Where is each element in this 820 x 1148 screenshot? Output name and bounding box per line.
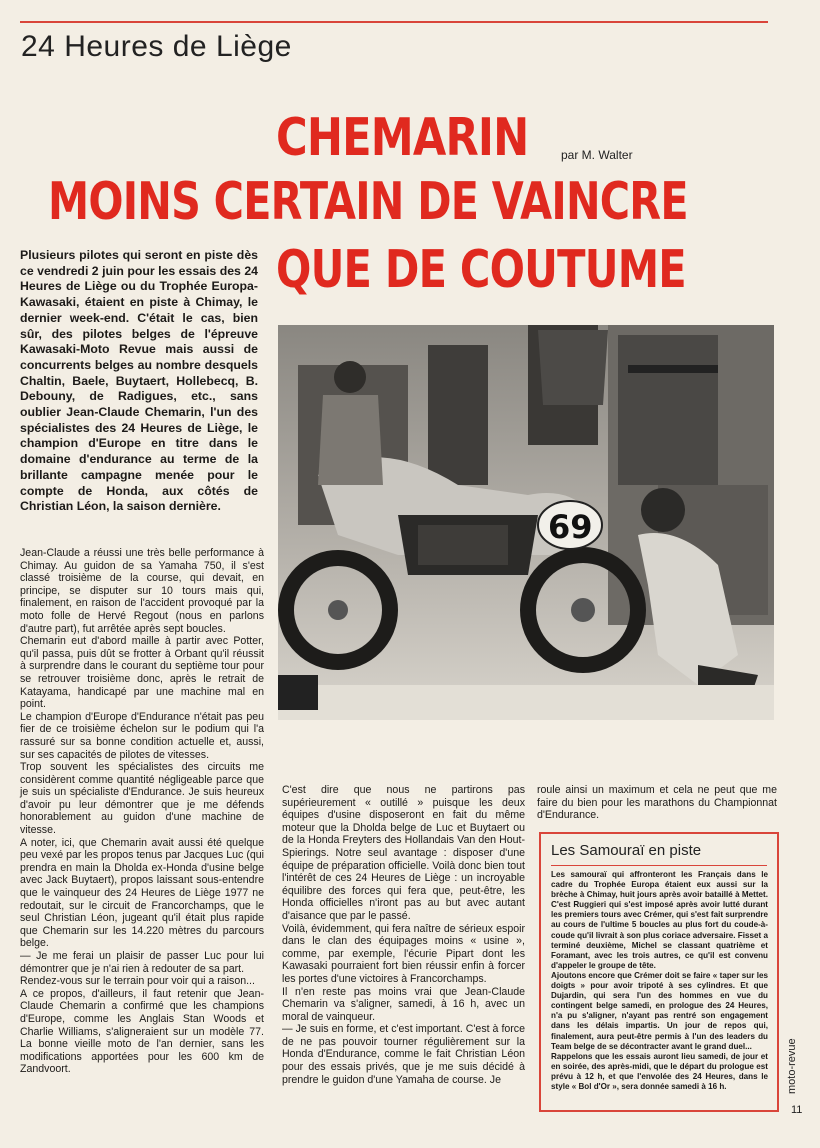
lead-paragraph: Plusieurs pilotes qui seront en piste dès ce vendredi 2 juin pour les essais des 24 Heures de Liège ou du Trophée Europa-Kawasaki, étaient en piste à Chimay, le dernier week-end. C'était le cas, bien sûr, des pilotes belges de l'épreuve Kawasaki-Moto Revue mais aussi de concurrents belges au nombre desquels Chaltin, Baele, Buytaert, Hollebecq, B. Debouny, de Radigues, etc., sans oublier Jean-Claude Chemarin, l'un des spécialistes des 24 Heures de Liège, le champion d'Europe en titre dans le domaine d'endurance au terme de la brillante campagne menée pour le compte de Honda, aux côtés de Christian Léon, la saison dernière.	[20, 248, 258, 514]
paragraph: C'est dire que nous ne partirons pas supérieurement « outillé » puisque les deux équipes d'usine disposeront en fait du même moteur que la Dholda belge de Luc et Buytaert ou de la Honda Freyters des Hollandais Van den Hout-Spierings. Notre seul avantage : disposer d'une équipe de préparation officielle. Voilà donc bien tout l'intérêt de ces 24 Heures de Liège : un incroyable équilibre des forces qui fera que, peut-être, les Honda officielles n'iront pas au but avec autant d'aisance que par le passé.	[282, 784, 525, 922]
paragraph: Trop souvent les spécialistes des circuits me considèrent comme quantité négligeable parce que je suis un spécialiste d'Endurance. Je suis heureux d'avoir pu leur démontrer que je me défends honorablement au guidon d'une machine de vitesse.	[20, 761, 264, 837]
article-column-3	[537, 784, 777, 822]
paragraph: roule ainsi un maximum et cela ne peut que me faire du bien pour les marathons du Championnat d'Endurance.	[537, 784, 777, 822]
paragraph: — Je me ferai un plaisir de passer Luc pour lui démontrer que je n'ai rien à redouter de sa part.	[20, 950, 264, 975]
headline-line-1: CHEMARIN	[276, 108, 529, 168]
paragraph: Il n'en reste pas moins vrai que Jean-Claude Chemarin va s'aligner, samedi, à 16 h, avec un moral de vainqueur.	[282, 985, 525, 1023]
paragraph: A noter, ici, que Chemarin avait aussi été quelque peu vexé par les propos tenus par Jacques Luc (qui prendra en main la Dholda ex-Honda d'usine belge avec Jack Buytaert), propos laissant sous-entendre que le vainqueur des 24 Heures de Liège 1977 ne redoutait, sur le circuit de Francorchamps, que le seul Christian Léon, jugeant qu'il était plus rapide que Chemarin sur les 14.220 mètres du parcours belge.	[20, 836, 264, 950]
sidebar-rule	[551, 865, 767, 866]
sidebar-text	[551, 870, 768, 1092]
headline-line-2: MOINS CERTAIN DE VAINCRE	[48, 172, 688, 232]
headline-line-3: QUE DE COUTUME	[276, 240, 686, 300]
paragraph: Jean-Claude a réussi une très belle performance à Chimay. Au guidon de sa Yamaha 750, il s'est classé troisième de la course, qui devait, en principe, se disputer sur 10 tours mais qui, finalement, en raison de l'accident provoqué par la moto folle de Hervé Regout (nous en parlons d'autre part), fut arrêtée après sept boucles.	[20, 547, 264, 635]
paragraph: Le champion d'Europe d'Endurance n'était pas peu fier de ce troisième échelon sur le podium qui l'a rassuré sur sa bonne condition actuelle et, aussi, sur ses capacités de pilotes de vitesses.	[20, 710, 264, 761]
section-title: 24 Heures de Liège	[21, 30, 292, 63]
magazine-name: moto-revue	[786, 1038, 798, 1094]
article-column-1	[20, 547, 264, 1076]
paragraph: Chemarin eut d'abord maille à partir avec Potter, qu'il passa, puis dût se frotter à Orbant qu'il réussit à surprendre dans le courant du septième tour pour se retrouver troisième donc, après le retrait de Katayama, handicapé par une machine mal en point.	[20, 635, 264, 711]
byline: par M. Walter	[561, 148, 633, 162]
sidebar-title: Les Samouraï en piste	[551, 842, 702, 859]
photo-illustration	[278, 325, 774, 720]
page-number: 11	[791, 1104, 803, 1116]
paragraph: Ajoutons encore que Crémer doit se faire « taper sur les doigts » pour avoir tripoté à ses cylindres. Et que Dujardin, qui sera l'un des hommes en vue du contingent belge samedi, en prologue des 24 Heures, n'a pu s'aligner, n'ayant pas rentré son engagement dans les délais impartis. Un jour de repos qui, finalement, aura peut-être permis à l'un des leaders du Team belge de se décontracter avant le grand duel...	[551, 970, 768, 1051]
paragraph: A ce propos, d'ailleurs, il faut retenir que Jean-Claude Chemarin a confirmé que les champions d'Europe, comme les Anglais Stan Woods et Charlie Williams, s'aligneraient sur un modèle 77. La bonne vieille moto de l'an dernier, sans les modifications apportées pour les 600 km de Zandvoort.	[20, 987, 264, 1076]
race-bike-photo	[278, 325, 774, 720]
paragraph: Rappelons que les essais auront lieu samedi, de jour et en soirée, des après-midi, que le départ du prologue est prévu à 12 h, et que l'envolée des 24 Heures, dans le style « Bol d'Or », sera donnée samedi à 16 h.	[551, 1051, 768, 1091]
paragraph: Les samouraï qui affronteront les Français dans le cadre du Trophée Europa étaient eux aussi sur la brèche à Chimay, huit jours après avoir bataillé à Mettet. C'est Ruggieri qui s'est imposé après avoir lutté durant les premiers tours avec Crémer, qui s'est fait surprendre au cours de l'ultime 5 boucles au plus fort du coude-à-coude qu'il livrait à son plus coriace adversaire. Fisset a terminé deuxième, Michel se classant quatrième et Foramant, avec les trois autres, ce qu'il est convenu d'appeler le groupe de tête.	[551, 870, 768, 970]
paragraph: Voilà, évidemment, qui fera naître de sérieux espoir dans le clan des équipages moins « usine », comme, par exemple, l'écurie Pipart dont les Kawasaki pourraient fort bien réussir enfin à forcer les portes d'une victoires à Francorchamps.	[282, 922, 525, 985]
sidebar-box	[539, 832, 779, 1112]
race-number: 69	[548, 508, 593, 546]
top-rule	[20, 21, 768, 23]
article-column-2	[282, 784, 525, 1086]
paragraph: Rendez-vous sur le terrain pour voir qui a raison...	[20, 975, 255, 988]
paragraph: — Je suis en forme, et c'est important. C'est à force de ne pas pouvoir tourner régulièrement sur la Honda d'Endurance, comme le fait Christian Léon pour des essais privés, que je me suis décidé à prendre le guidon d'une Yamaha de course. Je	[282, 1023, 525, 1086]
